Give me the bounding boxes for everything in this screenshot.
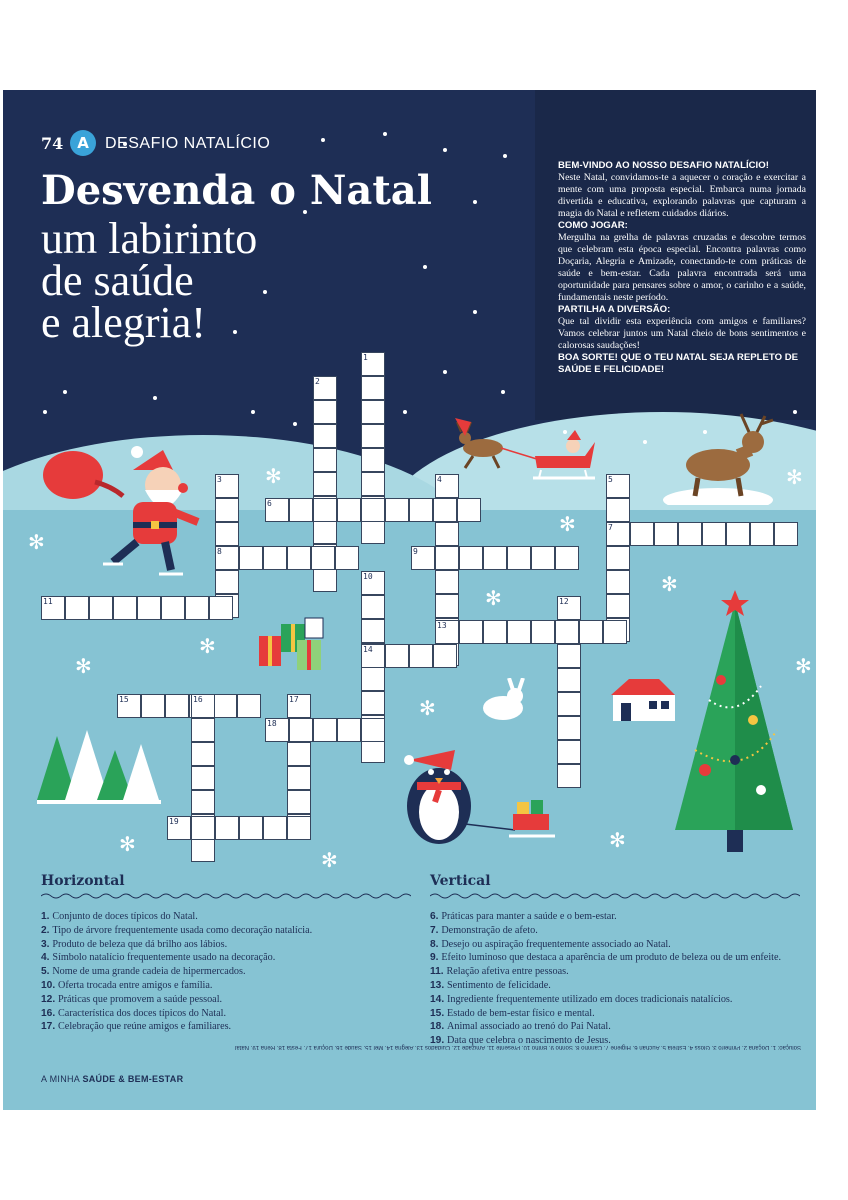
crossword-cell[interactable] xyxy=(361,376,385,400)
clue-item xyxy=(41,965,413,979)
crossword-cell[interactable] xyxy=(531,620,555,644)
intro-closing: BOA SORTE! QUE O TEU NATAL SEJA REPLETO DE SAÚDE E FELICIDADE! xyxy=(558,352,799,375)
clue-text: Tipo de árvore frequentemente usada como decoração natalícia. xyxy=(52,924,313,936)
crossword-cell[interactable] xyxy=(337,498,361,522)
crossword-cell[interactable] xyxy=(113,596,137,620)
crossword-cell[interactable] xyxy=(385,498,409,522)
crossword-cell[interactable] xyxy=(287,766,311,790)
page-number: 74 xyxy=(41,134,64,153)
clue-text: Ingrediente frequentemente utilizado em doces tradicionais natalícios. xyxy=(447,993,733,1005)
crossword-cell[interactable] xyxy=(215,570,239,594)
crossword-cell[interactable] xyxy=(361,667,385,691)
crossword-cell[interactable] xyxy=(287,546,311,570)
clue-number: 4. xyxy=(41,952,53,964)
crossword-cell[interactable] xyxy=(215,522,239,546)
crossword-cell[interactable] xyxy=(750,522,774,546)
snowflake-icon: ✻ xyxy=(119,832,136,856)
crossword-cell[interactable] xyxy=(337,718,361,742)
crossword-cell[interactable] xyxy=(191,766,215,790)
crossword-cell[interactable] xyxy=(237,694,261,718)
crossword-cell[interactable] xyxy=(289,498,313,522)
snowflake-icon: ✻ xyxy=(199,634,216,658)
brand-logo: A xyxy=(70,130,96,156)
clue-item xyxy=(430,951,810,965)
clue-text: Nome de uma grande cadeia de hipermercados. xyxy=(52,966,246,978)
crossword-cell[interactable] xyxy=(215,498,239,522)
crossword-cell[interactable] xyxy=(531,546,555,570)
crossword-cell[interactable] xyxy=(89,596,113,620)
clue-number: 3. xyxy=(41,938,53,950)
clue-text: Data que celebra o nascimento de Jesus. xyxy=(447,1035,611,1047)
crossword-cell[interactable] xyxy=(65,596,89,620)
clue-number: 8. xyxy=(430,938,442,950)
clue-text: Animal associado ao trenó do Pai Natal. xyxy=(447,1021,611,1033)
clue-item xyxy=(430,1020,810,1034)
crossword-cell[interactable] xyxy=(289,718,313,742)
crossword-cell[interactable] xyxy=(606,570,630,594)
crossword-cell[interactable] xyxy=(606,594,630,618)
crossword-cell[interactable] xyxy=(459,546,483,570)
intro-heading: BEM-VINDO AO NOSSO DESAFIO NATALÍCIO! xyxy=(558,160,769,171)
snowflake-icon: ✻ xyxy=(661,572,678,596)
crossword-cell[interactable] xyxy=(385,644,409,668)
crossword-cell[interactable] xyxy=(654,522,678,546)
crossword-cell[interactable] xyxy=(161,596,185,620)
clue-item xyxy=(430,993,810,1007)
crossword-cell[interactable] xyxy=(209,596,233,620)
snowflake-icon: ✻ xyxy=(419,696,436,720)
clue-item xyxy=(41,951,413,965)
clue-item xyxy=(41,979,413,993)
crossword-cell[interactable] xyxy=(137,596,161,620)
clue-number: 11. xyxy=(430,966,447,978)
clue-text: Símbolo natalício frequentemente usado na decoração. xyxy=(52,952,276,964)
clue-number: 5. xyxy=(41,966,53,978)
clue-number-label: 15 xyxy=(119,695,129,704)
clue-text: Relação afetiva entre pessoas. xyxy=(446,966,569,978)
snowflake-icon: ✻ xyxy=(321,848,338,872)
crossword-cell[interactable] xyxy=(435,522,459,546)
intro-heading: COMO JOGAR: xyxy=(558,220,628,231)
crossword-cell[interactable] xyxy=(141,694,165,718)
solution-text: Solução: 1. Doçaria 2. Pinheiro 3. Gloss 4. Estrela 5. Auchan 6. Higiene 7. Carinho 8. Sonho 9. Brilho 10. Presente 11. Amizade 12. Cuidados 13. Alegria 14. Mel 15. Saúde 16. Doçura 17. Festa 18. Rena 19. Natal xyxy=(235,1044,801,1050)
clue-text: Celebração que reúne amigos e familiares. xyxy=(58,1021,232,1033)
crossword-cell[interactable] xyxy=(239,816,263,840)
wave-divider xyxy=(430,892,800,900)
clue-number-label: 9 xyxy=(413,547,418,556)
crossword-cell[interactable] xyxy=(239,546,263,570)
snowflake-icon: ✻ xyxy=(75,654,92,678)
crossword-cell[interactable] xyxy=(555,620,579,644)
footer-text: A MINHA xyxy=(41,1074,80,1084)
crossword-cell[interactable] xyxy=(435,570,459,594)
clue-text: Práticas que promovem a saúde pessoal. xyxy=(58,993,223,1005)
crossword-cell[interactable] xyxy=(361,498,385,522)
clue-text: Estado de bem-estar físico e mental. xyxy=(447,1007,595,1019)
crossword-cell[interactable] xyxy=(313,568,337,592)
crossword-cell[interactable] xyxy=(287,816,311,840)
crossword-cell[interactable] xyxy=(457,498,481,522)
crossword-cell[interactable] xyxy=(361,448,385,472)
intro-paragraph: Que tal dividir esta experiência com amigos e familiares? Vamos celebrar juntos um Natal cheio de bons sentimentos e calorosas saudações! xyxy=(558,316,806,351)
clue-number: 15. xyxy=(430,1007,447,1019)
crossword-cell[interactable] xyxy=(459,620,483,644)
crossword-cell[interactable] xyxy=(191,742,215,766)
crossword-cell[interactable] xyxy=(702,522,726,546)
clue-number-label: 18 xyxy=(267,719,277,728)
crossword-cell[interactable] xyxy=(313,424,337,448)
clue-number-label: 1 xyxy=(363,353,368,362)
crossword-cell[interactable] xyxy=(435,594,459,618)
crossword-cell[interactable] xyxy=(603,620,627,644)
clue-item xyxy=(41,1007,413,1021)
crossword-cell[interactable] xyxy=(433,498,457,522)
clue-text: Sentimento de felicidade. xyxy=(447,979,551,991)
clue-item xyxy=(430,910,810,924)
crossword-cell[interactable] xyxy=(409,644,433,668)
crossword-cell[interactable] xyxy=(579,620,603,644)
clue-number: 2. xyxy=(41,924,53,936)
clue-number: 9. xyxy=(430,952,442,964)
crossword-cell[interactable] xyxy=(287,790,311,814)
clue-number-label: 3 xyxy=(217,475,222,484)
clue-item xyxy=(430,979,810,993)
crossword-cell[interactable] xyxy=(313,718,337,742)
clue-item xyxy=(430,924,810,938)
horizontal-clues xyxy=(41,873,413,1034)
crossword-cell[interactable] xyxy=(483,546,507,570)
crossword-cell[interactable] xyxy=(557,668,581,692)
clue-item xyxy=(41,924,413,938)
section-label: DESAFIO NATALÍCIO xyxy=(105,135,271,152)
clue-number-label: 17 xyxy=(289,695,299,704)
clue-number-label: 16 xyxy=(193,695,203,704)
clue-text: Característica dos doces típicos do Natal. xyxy=(58,1007,227,1019)
vertical-clue-list xyxy=(430,910,810,1048)
clue-number-label: 7 xyxy=(608,523,613,532)
clue-text: Oferta trocada entre amigos e família. xyxy=(58,979,213,991)
crossword-cell[interactable] xyxy=(361,718,385,742)
vertical-heading: Vertical xyxy=(430,873,491,889)
crossword-cell[interactable] xyxy=(361,424,385,448)
crossword-cell[interactable] xyxy=(557,764,581,788)
clue-text: Práticas para manter a saúde e o bem-estar. xyxy=(441,911,617,922)
horizontal-clue-list xyxy=(41,910,413,1034)
crossword-cell[interactable] xyxy=(361,520,385,544)
crossword-cell[interactable] xyxy=(191,838,215,862)
clue-item xyxy=(41,993,413,1007)
wave-divider xyxy=(41,892,411,900)
intro-paragraph: Mergulha na grelha de palavras cruzadas e descobre termos que celebram esta época especial. Encontra palavras como Doçaria, Alegria e Amizade, conectando-te com práticas de saúde e bem-estar. Cada palavra encontrada será uma oportunidade para pensares sobre o amor, o carinho e a saúde, fundamentais neste período. xyxy=(558,232,806,303)
intro-paragraph: Neste Natal, convidamos-te a aquecer o coração e exercitar a mente com uma proposta especial. Embarca numa jornada divertida e educativa, explorando palavras que capturam a magia do Natal e refletem cuidados diários. xyxy=(558,172,806,219)
page-title: Desvenda o Natal xyxy=(41,167,432,214)
crossword-cell[interactable] xyxy=(483,620,507,644)
clue-item xyxy=(430,1007,810,1021)
vertical-clues xyxy=(430,873,810,1048)
clue-item xyxy=(41,910,413,924)
crossword-cell[interactable] xyxy=(185,596,209,620)
clue-item xyxy=(41,938,413,952)
crossword-cell[interactable] xyxy=(433,644,457,668)
clue-number-label: 2 xyxy=(315,377,320,386)
intro-heading: PARTILHA A DIVERSÃO: xyxy=(558,304,671,315)
crossword-cell[interactable] xyxy=(361,691,385,715)
clue-text: Demonstração de afeto. xyxy=(441,924,538,936)
magazine-page xyxy=(3,90,816,1110)
clue-number-label: 6 xyxy=(267,499,272,508)
snowflake-icon: ✻ xyxy=(485,586,502,610)
crossword-cell[interactable] xyxy=(557,740,581,764)
clue-text: Desejo ou aspiração frequentemente associado ao Natal. xyxy=(441,938,671,950)
footer xyxy=(41,1074,183,1084)
crossword-cell[interactable] xyxy=(215,816,239,840)
crossword-cell[interactable] xyxy=(557,716,581,740)
clue-text: Conjunto de doces típicos do Natal. xyxy=(52,911,198,922)
snowflake-icon: ✻ xyxy=(28,530,45,554)
crossword-cell[interactable] xyxy=(726,522,750,546)
clue-item xyxy=(41,1020,413,1034)
crossword-cell[interactable] xyxy=(213,694,237,718)
crossword-cell[interactable] xyxy=(630,522,654,546)
crossword-cell[interactable] xyxy=(507,620,531,644)
clue-number: 18. xyxy=(430,1021,447,1033)
crossword-cell[interactable] xyxy=(361,619,385,643)
clue-number: 16. xyxy=(41,1007,58,1019)
crossword-cell[interactable] xyxy=(165,694,189,718)
crossword-cell[interactable] xyxy=(361,400,385,424)
crossword-cell[interactable] xyxy=(361,472,385,496)
clue-number: 6. xyxy=(430,911,442,922)
crossword-cell[interactable] xyxy=(507,546,531,570)
clue-number: 13. xyxy=(430,979,447,991)
clue-number: 10. xyxy=(41,979,58,991)
crossword-cell[interactable] xyxy=(313,498,337,522)
subtitle-line: de saúde xyxy=(41,256,194,305)
clue-number-label: 14 xyxy=(363,645,373,654)
crossword-cell[interactable] xyxy=(678,522,702,546)
horizontal-heading: Horizontal xyxy=(41,873,125,889)
crossword-grid xyxy=(3,90,816,990)
clue-number-label: 13 xyxy=(437,621,447,630)
clue-number: 12. xyxy=(41,993,58,1005)
clue-number: 14. xyxy=(430,993,447,1005)
crossword-cell[interactable] xyxy=(191,790,215,814)
crossword-cell[interactable] xyxy=(263,546,287,570)
clue-number: 7. xyxy=(430,924,442,936)
clue-number-label: 8 xyxy=(217,547,222,556)
crossword-cell[interactable] xyxy=(606,546,630,570)
clue-number-label: 19 xyxy=(169,817,179,826)
clue-item xyxy=(430,965,810,979)
clue-number-label: 4 xyxy=(437,475,442,484)
snowflake-icon: ✻ xyxy=(265,464,282,488)
snowflake-icon: ✻ xyxy=(559,512,576,536)
crossword-cell[interactable] xyxy=(313,400,337,424)
crossword-cell[interactable] xyxy=(606,498,630,522)
crossword-cell[interactable] xyxy=(287,742,311,766)
crossword-cell[interactable] xyxy=(313,448,337,472)
subtitle-line: e alegria! xyxy=(41,298,206,347)
crossword-cell[interactable] xyxy=(313,472,337,496)
clue-text: Produto de beleza que dá brilho aos lábios. xyxy=(52,938,228,950)
clue-text: Efeito luminoso que destaca a aparência de um produto de beleza ou de um enfeite. xyxy=(441,952,782,964)
snowflake-icon: ✻ xyxy=(786,465,803,489)
crossword-cell[interactable] xyxy=(361,595,385,619)
crossword-cell[interactable] xyxy=(263,816,287,840)
crossword-cell[interactable] xyxy=(774,522,798,546)
crossword-cell[interactable] xyxy=(311,546,335,570)
snowflake-icon: ✻ xyxy=(609,828,626,852)
clue-item xyxy=(430,938,810,952)
crossword-cell[interactable] xyxy=(557,692,581,716)
crossword-cell[interactable] xyxy=(435,546,459,570)
crossword-cell[interactable] xyxy=(409,498,433,522)
clue-number-label: 10 xyxy=(363,572,373,581)
crossword-cell[interactable] xyxy=(313,520,337,544)
clue-number: 17. xyxy=(41,1021,58,1033)
crossword-cell[interactable] xyxy=(191,718,215,742)
snowflake-icon: ✻ xyxy=(795,654,812,678)
clue-number: 19. xyxy=(430,1035,447,1047)
crossword-cell[interactable] xyxy=(555,546,579,570)
footer-brand: SAÚDE & BEM-ESTAR xyxy=(82,1074,184,1084)
clue-number-label: 5 xyxy=(608,475,613,484)
clue-number-label: 12 xyxy=(559,597,569,606)
clue-number: 1. xyxy=(41,911,53,922)
crossword-cell[interactable] xyxy=(191,816,215,840)
clue-number-label: 11 xyxy=(43,597,53,606)
crossword-cell[interactable] xyxy=(335,546,359,570)
subtitle-line: um labirinto xyxy=(41,214,258,263)
crossword-cell[interactable] xyxy=(361,739,385,763)
crossword-cell[interactable] xyxy=(557,644,581,668)
